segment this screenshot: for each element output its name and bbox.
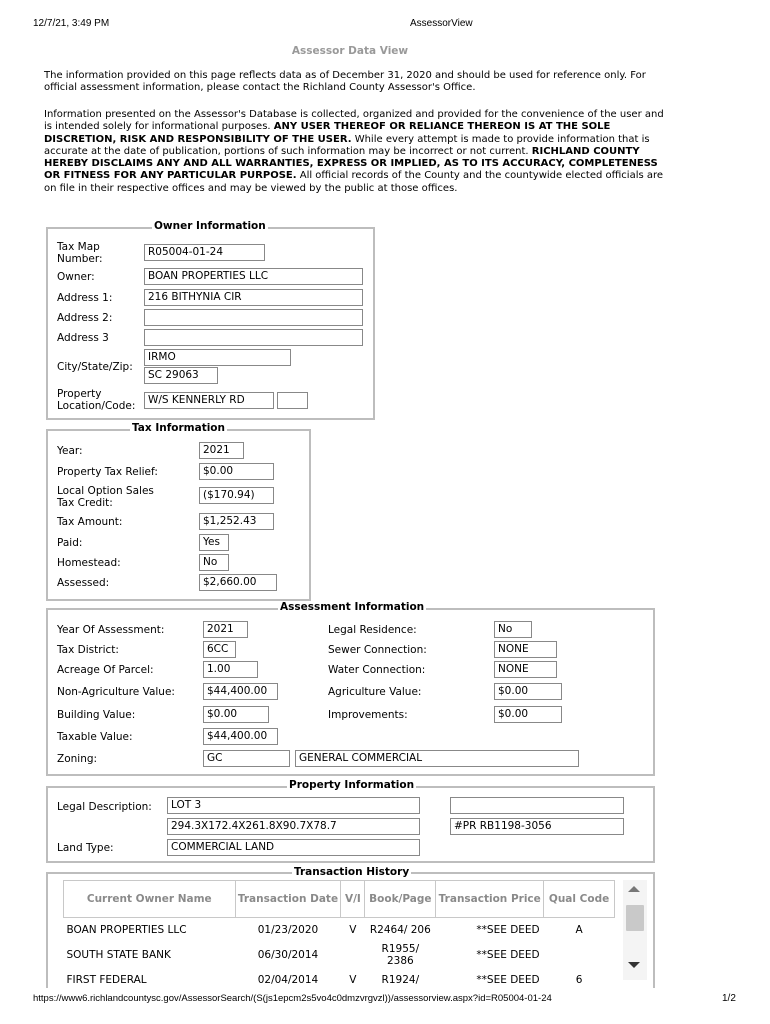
sewer-connection-field: NONE bbox=[494, 641, 557, 658]
intro-bold-text: RICHLAND COUNTY HEREBY DISCLAIMS ANY AND ALL WARRANTIES, EXPRESS OR IMPLIED, AS TO ITS ACCURACY, COMPLETENESS OR FITNESS FOR ANY PARTICULAR PURPOSE. bbox=[44, 145, 658, 182]
assessment-year-label: Year Of Assessment: bbox=[57, 624, 165, 636]
intro-paragraph-1: The information provided on this page reflects data as of December 31, 2020 and should be used for reference only. For official assessment information, please contact the Richland County Assessor's Office. bbox=[44, 70, 646, 94]
row-vi: V bbox=[349, 973, 357, 986]
acreage-label: Acreage Of Parcel: bbox=[57, 664, 154, 676]
table-row bbox=[64, 968, 615, 989]
address1-field: 216 BITHYNIA CIR bbox=[144, 289, 363, 306]
row-date: 02/04/2014 bbox=[257, 973, 319, 986]
local-option-label: Local Option Sales Tax Credit: bbox=[57, 485, 154, 509]
assessed-field: $2,660.00 bbox=[199, 574, 277, 591]
city-field: IRMO bbox=[144, 349, 291, 366]
deed-reference-line1 bbox=[450, 797, 624, 814]
row-book-page: R1924/ bbox=[381, 973, 420, 986]
intro-text: Information presented on the Assessor's Database is collected, organized and provided for the convenience of the user and is intended solely for informational purposes. bbox=[44, 109, 664, 133]
row-price: **SEE DEED bbox=[476, 948, 540, 961]
property-code-field bbox=[277, 392, 308, 409]
row-qual-code bbox=[544, 942, 615, 968]
non-ag-value-label: Non-Agriculture Value: bbox=[57, 686, 175, 698]
table-row bbox=[64, 942, 615, 968]
row-date: 06/30/2014 bbox=[257, 948, 319, 961]
owner-label: Owner: bbox=[57, 271, 95, 283]
transaction-table bbox=[63, 880, 615, 988]
tax-relief-field: $0.00 bbox=[199, 463, 274, 480]
intro-text: While every attempt is made to provide information that is accurate at the date of publication, portions of such information may be incorrect or not current. bbox=[44, 133, 650, 157]
building-value-field: $0.00 bbox=[203, 706, 269, 723]
sewer-connection-label: Sewer Connection: bbox=[328, 644, 427, 656]
print-datetime: 12/7/21, 3:49 PM bbox=[33, 18, 110, 29]
transaction-table-container bbox=[63, 880, 615, 988]
tax-map-label: Tax Map Number: bbox=[57, 241, 103, 265]
water-connection-field: NONE bbox=[494, 661, 557, 678]
homestead-field: No bbox=[199, 554, 229, 571]
owner-field: BOAN PROPERTIES LLC bbox=[144, 268, 363, 285]
tax-map-field: R05004-01-24 bbox=[144, 244, 265, 261]
scroll-up-icon[interactable] bbox=[628, 886, 640, 892]
non-ag-value-field: $44,400.00 bbox=[203, 683, 278, 700]
row-book-page: R2464/ 206 bbox=[369, 923, 431, 936]
tax-relief-label: Property Tax Relief: bbox=[57, 466, 158, 478]
row-owner: SOUTH STATE BANK bbox=[66, 948, 171, 961]
city-state-zip-label: City/State/Zip: bbox=[57, 361, 133, 373]
row-vi: V bbox=[349, 923, 357, 936]
tax-district-label: Tax District: bbox=[57, 644, 119, 656]
row-vi bbox=[341, 942, 365, 968]
paid-label: Paid: bbox=[57, 537, 83, 549]
col-header-book-page: Book/Page bbox=[365, 881, 436, 918]
row-book-page: R1955/ 2386 bbox=[381, 942, 420, 967]
address3-field bbox=[144, 329, 363, 346]
water-connection-label: Water Connection: bbox=[328, 664, 426, 676]
land-type-label: Land Type: bbox=[57, 842, 114, 854]
ag-value-field: $0.00 bbox=[494, 683, 562, 700]
acreage-field: 1.00 bbox=[203, 661, 258, 678]
row-date: 01/23/2020 bbox=[257, 923, 319, 936]
print-page-number: 1/2 bbox=[722, 993, 736, 1004]
legal-description-line2: 294.3X172.4X261.8X90.7X78.7 bbox=[167, 818, 420, 835]
address2-label: Address 2: bbox=[57, 312, 113, 324]
col-header-vi: V/I bbox=[341, 881, 365, 918]
tax-amount-field: $1,252.43 bbox=[199, 513, 274, 530]
building-value-label: Building Value: bbox=[57, 709, 136, 721]
legal-residence-field: No bbox=[494, 621, 532, 638]
homestead-label: Homestead: bbox=[57, 557, 121, 569]
address1-label: Address 1: bbox=[57, 292, 113, 304]
transaction-history-legend: Transaction History bbox=[294, 866, 410, 878]
intro-bold-text: ANY USER THEREOF OR RELIANCE THEREON IS AT THE SOLE DISCRETION, RISK AND RESPONSIBILITY OF THE USER. bbox=[44, 121, 611, 145]
tax-year-field: 2021 bbox=[199, 442, 244, 459]
row-qual-code: 6 bbox=[575, 973, 583, 986]
scrollbar-thumb[interactable] bbox=[626, 905, 644, 931]
assessed-label: Assessed: bbox=[57, 577, 110, 589]
property-location-field: W/S KENNERLY RD bbox=[144, 392, 274, 409]
tax-amount-label: Tax Amount: bbox=[57, 516, 123, 528]
address2-field bbox=[144, 309, 363, 326]
zoning-label: Zoning: bbox=[57, 753, 98, 765]
row-owner: FIRST FEDERAL bbox=[66, 973, 147, 986]
owner-info-legend: Owner Information bbox=[154, 220, 266, 232]
tax-district-field: 6CC bbox=[203, 641, 236, 658]
improvements-field: $0.00 bbox=[494, 706, 562, 723]
col-header-price: Transaction Price bbox=[436, 881, 544, 918]
table-row bbox=[64, 918, 615, 942]
zoning-description-field: GENERAL COMMERCIAL bbox=[295, 750, 579, 767]
taxable-value-label: Taxable Value: bbox=[57, 731, 133, 743]
assessment-info-legend: Assessment Information bbox=[280, 601, 425, 613]
legal-residence-label: Legal Residence: bbox=[328, 624, 417, 636]
taxable-value-field: $44,400.00 bbox=[203, 728, 278, 745]
zoning-code-field: GC bbox=[203, 750, 290, 767]
property-location-label: Property Location/Code: bbox=[57, 388, 136, 412]
intro-text: All official records of the County and the countywide elected officials are on file in their respective offices and may be viewed by the public at those offices. bbox=[44, 170, 664, 194]
col-header-date: Transaction Date bbox=[235, 881, 341, 918]
property-info-legend: Property Information bbox=[289, 779, 415, 791]
legal-description-label: Legal Description: bbox=[57, 801, 152, 813]
address3-label: Address 3 bbox=[57, 332, 109, 344]
row-owner: BOAN PROPERTIES LLC bbox=[66, 923, 187, 936]
legal-description-line1: LOT 3 bbox=[167, 797, 420, 814]
deed-reference-line2: #PR RB1198-3056 bbox=[450, 818, 624, 835]
row-price: **SEE DEED bbox=[476, 923, 540, 936]
intro-paragraph-2 bbox=[44, 109, 666, 195]
improvements-label: Improvements: bbox=[328, 709, 408, 721]
col-header-owner: Current Owner Name bbox=[64, 881, 236, 918]
print-url: https://www6.richlandcountysc.gov/AssessorSearch/(S(js1epcm2s5vo4c0dmzvrgvzl))/assessorview.aspx?id=R05004-01-24 bbox=[33, 993, 552, 1004]
assessment-year-field: 2021 bbox=[203, 621, 248, 638]
paid-field: Yes bbox=[199, 534, 229, 551]
local-option-field: ($170.94) bbox=[199, 487, 274, 504]
scroll-down-icon[interactable] bbox=[628, 962, 640, 968]
ag-value-label: Agriculture Value: bbox=[328, 686, 422, 698]
tax-info-legend: Tax Information bbox=[132, 422, 225, 434]
row-qual-code: A bbox=[575, 923, 583, 936]
land-type-field: COMMERCIAL LAND bbox=[167, 839, 420, 856]
row-price: **SEE DEED bbox=[476, 973, 540, 986]
state-zip-field: SC 29063 bbox=[144, 367, 218, 384]
print-doc-title: AssessorView bbox=[410, 18, 473, 29]
page-title: Assessor Data View bbox=[291, 45, 409, 57]
tax-year-label: Year: bbox=[57, 445, 83, 457]
col-header-qual-code: Qual Code bbox=[544, 881, 615, 918]
